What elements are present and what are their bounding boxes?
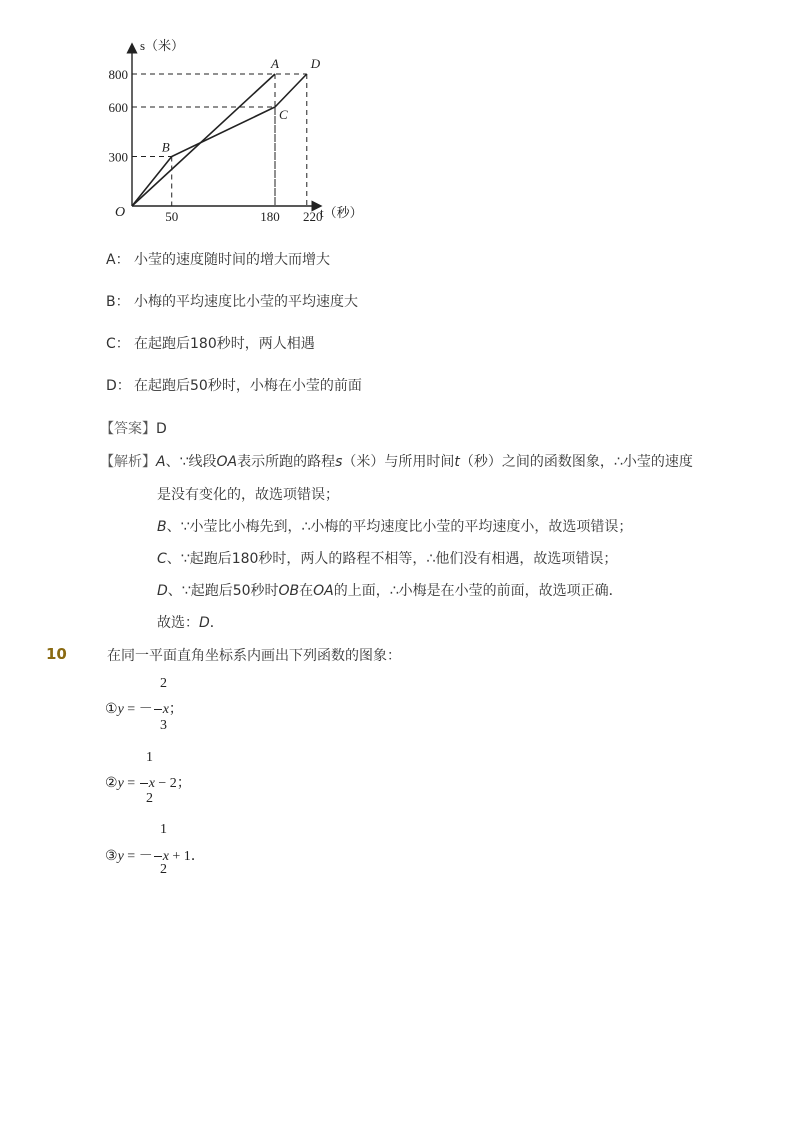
func2-equation — [105, 772, 191, 792]
expl-d-ob: OB — [278, 583, 300, 599]
option-a-key: A： — [106, 252, 130, 268]
func1-numerator: 2 — [160, 676, 167, 691]
answer-label: 【答案】 — [100, 421, 156, 437]
expl-conclusion-value: D — [199, 615, 210, 631]
point-label-c: C — [279, 107, 288, 122]
y-axis-label: s（米） — [140, 38, 185, 53]
expl-conclusion-prefix: 故选： — [157, 615, 199, 631]
option-d — [106, 375, 362, 395]
func3-var: x — [162, 849, 169, 864]
func1-eq: = — [123, 702, 139, 717]
expl-b-text: 、∵小莹比小梅先到，∴小梅的平均速度比小莹的平均速度小，故选项错误； — [166, 519, 633, 535]
func1-equation — [105, 698, 183, 718]
answer — [100, 418, 167, 438]
func2-lhs: y — [117, 776, 124, 791]
option-c-text: 在起跑后180秒时，两人相遇 — [134, 336, 315, 352]
func1-denominator: 3 — [160, 718, 167, 733]
origin-label: O — [115, 205, 126, 220]
func3-lhs: y — [117, 849, 124, 864]
x-axis-label: t（秒） — [320, 205, 363, 220]
option-d-key: D： — [106, 378, 131, 394]
func2-fraction-bar — [140, 783, 148, 784]
series-line-oa — [132, 74, 275, 206]
func1-lhs: y — [117, 702, 124, 717]
expl-b-prefix: B — [157, 519, 167, 535]
func2-end: ； — [176, 776, 191, 791]
explanation-line-d — [157, 580, 623, 600]
func1-sign: － — [138, 702, 153, 717]
option-b — [106, 291, 358, 311]
explanation-label: 【解析】 — [100, 454, 156, 470]
expl-a-part2: 表示所跑的路程 — [237, 454, 336, 470]
y-tick-600: 600 — [108, 100, 128, 115]
option-c-key: C： — [106, 336, 130, 352]
option-a-text: 小莹的速度随时间的增大而增大 — [134, 252, 330, 268]
func3-rest: + 1 — [168, 849, 191, 864]
question-text: 在同一平面直角坐标系内画出下列函数的图象： — [107, 648, 401, 664]
explanation-line-c — [157, 548, 617, 568]
explanation-line-a — [100, 451, 693, 471]
series-line-obcd — [132, 74, 307, 206]
expl-a-part4: （秒）之间的函数图象，∴小莹的速度 — [459, 454, 693, 470]
func2-eq: = — [123, 776, 139, 791]
point-label-a: A — [271, 56, 279, 71]
expl-d-part1: 、∵起跑后50秒时 — [167, 583, 279, 599]
expl-a-oa: OA — [216, 454, 238, 470]
func2-var: x — [148, 776, 155, 791]
x-tick-220: 220 — [303, 209, 323, 224]
func1-var: x — [162, 702, 169, 717]
explanation-line-b — [157, 516, 632, 536]
func3-fraction-bar — [154, 856, 162, 857]
func3-denominator: 2 — [160, 862, 167, 877]
expl-d-oa: OA — [313, 583, 334, 599]
point-label-d: D — [310, 56, 321, 71]
func1-fraction-bar — [154, 709, 162, 710]
x-tick-180: 180 — [260, 209, 280, 224]
expl-a-part1: 、∵线段 — [165, 454, 217, 470]
func2-denominator: 2 — [146, 791, 153, 806]
answer-value: D — [156, 421, 167, 437]
question-number: 10 — [46, 645, 67, 663]
expl-a-line2: 是没有变化的，故选项错误； — [157, 487, 339, 503]
expl-c-text: 、∵起跑后180秒时，两人的路程不相等，∴他们没有相遇，故选项错误； — [166, 551, 618, 567]
func3-equation — [105, 845, 205, 865]
func3-end: ． — [190, 849, 205, 864]
func1-marker: ① — [105, 702, 118, 717]
expl-a-s: s — [335, 454, 343, 470]
option-a — [106, 249, 330, 269]
func2-marker: ② — [105, 776, 118, 791]
expl-d-prefix: D — [157, 583, 168, 599]
func3-sign: － — [138, 849, 153, 864]
explanation-line-a2 — [157, 484, 339, 504]
func1-end: ； — [168, 702, 183, 717]
expl-d-part2: 在 — [299, 583, 314, 599]
explanation-conclusion — [157, 612, 224, 632]
func3-numerator: 1 — [160, 822, 167, 837]
option-b-key: B： — [106, 294, 130, 310]
expl-a-t: t — [454, 454, 460, 470]
func2-rest: − 2 — [154, 776, 177, 791]
expl-a-part3: （米）与所用时间 — [342, 454, 455, 470]
option-d-text: 在起跑后50秒时，小梅在小莹的前面 — [134, 378, 362, 394]
y-tick-800: 800 — [108, 67, 128, 82]
func3-marker: ③ — [105, 849, 118, 864]
point-label-b: B — [161, 139, 170, 155]
expl-c-prefix: C — [157, 551, 167, 567]
option-c — [106, 333, 315, 353]
expl-conclusion-suffix: ． — [209, 615, 224, 631]
func2-numerator: 1 — [146, 750, 153, 765]
y-tick-300: 300 — [108, 149, 128, 165]
distance-time-graph — [95, 30, 365, 230]
x-tick-50: 50 — [165, 209, 179, 224]
option-b-text: 小梅的平均速度比小莹的平均速度大 — [134, 294, 358, 310]
expl-d-part3: 的上面，∴小梅是在小莹的前面，故选项正确． — [333, 583, 623, 599]
func3-eq: = — [123, 849, 139, 864]
expl-a-prefix: A — [156, 454, 166, 470]
